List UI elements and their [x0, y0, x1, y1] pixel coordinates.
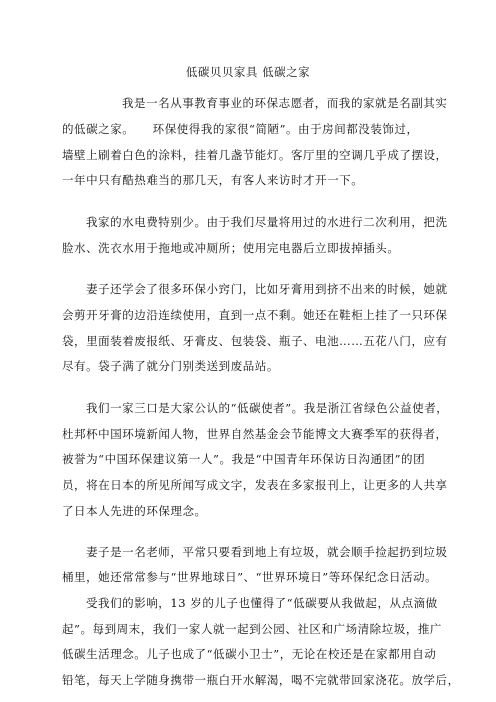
body-line: 铅笔，每天上学随身携带一瓶白开水解渴，喝不完就带回家浇花。放学后， [62, 673, 460, 687]
body-line: 袋，里面装着废报纸、牙膏皮、包装袋、瓶子、电池……五花八门，应有 [62, 334, 448, 348]
body-line: 被誉为“中国环保建议第一人”。我是“中国青年环保访日沟通团”的团 [62, 452, 426, 466]
body-line: 会剪开牙膏的边沿连续使用，直到一点不剩。她还在鞋柜上挂了一只环保 [62, 308, 448, 322]
body-line: 员，将在日本的所见所闻写成文字，发表在多家报刊上，让更多的人共享 [62, 478, 448, 492]
body-line: 了日本人先进的环保理念。 [62, 504, 207, 518]
body-line: 一年中只有酷热难当的那几天，有客人来访时才开一下。 [62, 173, 364, 187]
body-line: 桶里，她还常常参与“世界地球日”、“世界环境日”等环保纪念日活动。 [62, 570, 438, 584]
body-line: 我们一家三口是大家公认的“低碳使者”。我是浙江省绿色公益使者， [86, 401, 449, 415]
body-line: 脸水、洗衣水用于拖地或冲厕所；使用完电器后立即拔掉插头。 [62, 241, 400, 255]
body-line: 我是一名从事教育事业的环保志愿者，而我的家就是名副其实 [122, 96, 448, 110]
body-line: 的低碳之家。 环保使得我的家很“简陋”。由于房间都没装饰过， [62, 122, 419, 136]
document-title: 低碳贝贝家具 低碳之家 [185, 65, 311, 79]
body-line: 受我们的影响，13 岁的儿子也懂得了“低碳要从我做起，从点滴做 [86, 596, 438, 610]
body-line: 杜邦杯中国环境新闻人物，世界自然基金会节能博文大赛季军的获得者， [62, 427, 448, 441]
body-line: 妻子还学会了很多环保小窍门，比如牙膏用到挤不出来的时候，她就 [86, 282, 448, 296]
body-line: 起”。每到周末，我们一家人就一起到公园、社区和广场清除垃圾，推广 [62, 622, 442, 636]
body-line: 妻子是一名老师，平常只要看到地上有垃圾，就会顺手捡起扔到垃圾 [86, 545, 448, 559]
body-line: 尽有。袋子满了就分门别类送到废品站。 [62, 359, 279, 373]
body-line: 我家的水电费特别少。由于我们尽量将用过的水进行二次利用，把洗 [86, 215, 448, 229]
body-line: 低碳生活理念。儿子也成了“低碳小卫士”，无论在校还是在家都用自动 [62, 647, 437, 661]
body-line: 墙壁上刷着白色的涂料，挂着几盏节能灯。客厅里的空调几乎成了摆设， [62, 148, 448, 162]
